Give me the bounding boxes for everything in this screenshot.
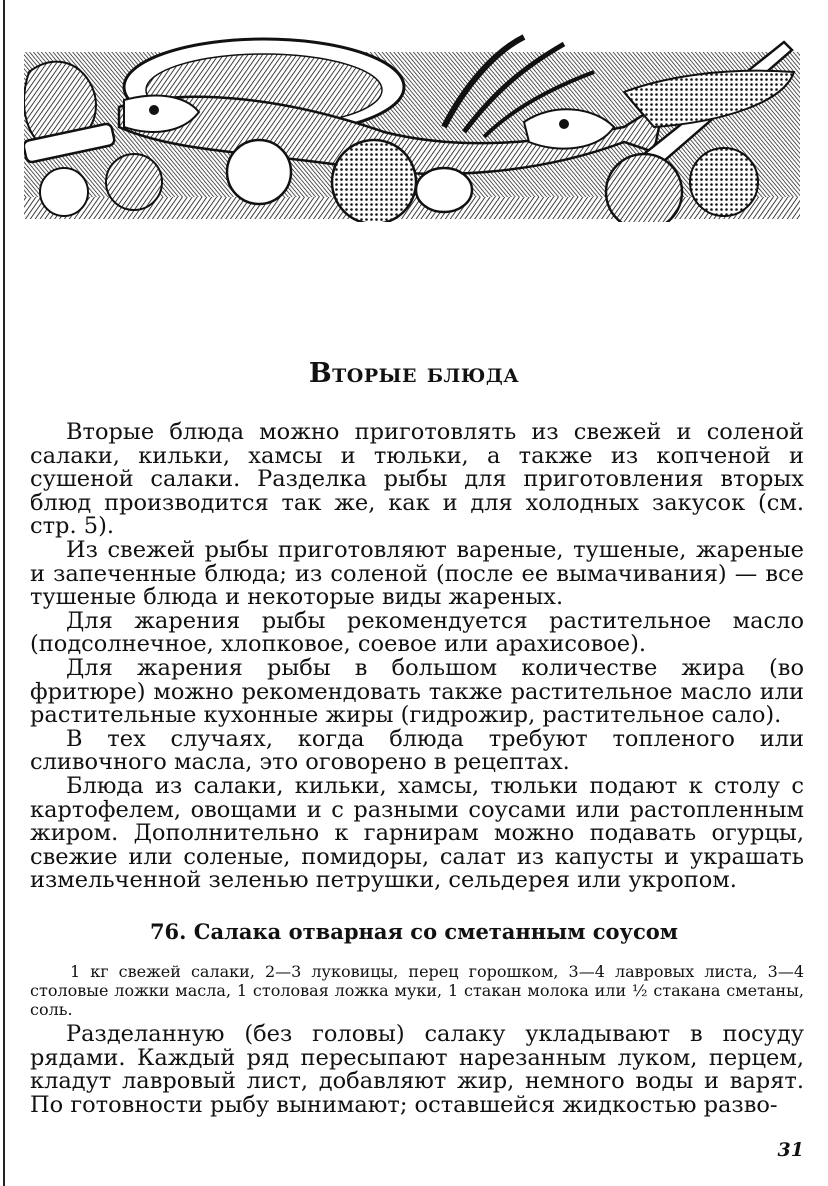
ingredients-text: 1 кг свежей салаки, 2—3 луковицы, перец горошком, 3—4 лавровых листа, 3—4 столовые ложки масла, 1 столовая ложка муки, 1 стакан молока или ½ стакана сметаны, соль. xyxy=(30,962,804,1019)
header-illustration xyxy=(24,32,800,222)
intro-paragraph: Для жарения рыбы рекомендуется растительное масло (подсолнечное, хлопковое, соевое или арахисовое). xyxy=(30,607,804,658)
page-edge-rule xyxy=(3,0,5,1186)
fish-and-vegetables-engraving-icon xyxy=(24,32,800,222)
intro-paragraph: Блюда из салаки, кильки, хамсы, тюльки подают к столу с картофелем, овощами и с разными соусами или растопленным жиром. Дополнительно к гарнирам можно подавать огурцы, свежие или соленые, помидоры, салат из капусты и украшать измельченной зеленью петрушки, сельдерея или укропом. xyxy=(30,772,804,894)
intro-paragraph: Из свежей рыбы приготовляют вареные, тушеные, жареные и запеченные блюда; из соленой (после ее вымачивания) — все тушеные блюда и некоторые виды жареных. xyxy=(30,536,804,611)
intro-paragraph: Вторые блюда можно приготовлять из свежей и соленой салаки, кильки, хамсы и тюльки, а также из копченой и сушеной салаки. Разделка рыбы для приготовления вторых блюд производится так же, как и для холодных закусок (см. стр. 5). xyxy=(30,419,804,540)
method-text: Разделанную (без головы) салаку укладывают в посуду рядами. Каждый ряд пересыпают нарезанным луком, перцем, кладут лавровый лист, добавляют жир, немного воды и варят. По готовности рыбу вынимают; оставшейся жидкостью разво- xyxy=(30,1021,804,1118)
intro-paragraph: Для жарения рыбы в большом количестве жира (во фритюре) можно рекомендовать также растительное масло или растительные кухонные жиры (гидрожир, растительное сало). xyxy=(30,654,804,729)
recipe-ingredients xyxy=(30,962,804,1019)
page-number: 31 xyxy=(777,1139,804,1161)
intro-text xyxy=(30,421,804,893)
section-heading: Вторые блюда xyxy=(308,358,520,389)
recipe-title: 76. Салака отварная со сметанным соусом xyxy=(149,919,679,944)
intro-paragraph: В тех случаях, когда блюда требуют топленого или сливочного масла, это оговорено в рецептах. xyxy=(30,725,804,776)
recipe-method xyxy=(30,1023,804,1117)
